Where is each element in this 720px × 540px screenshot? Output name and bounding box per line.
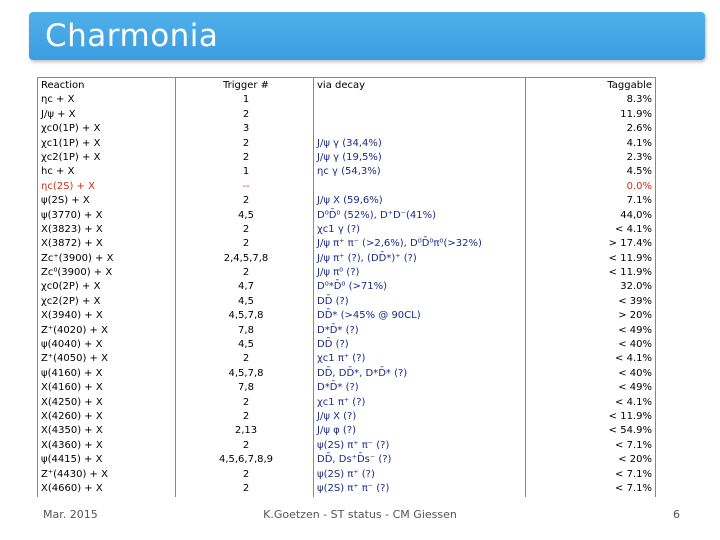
- cell-reaction: X(3823) + X: [41, 223, 103, 235]
- cell-reaction: ηc(2S) + X: [41, 180, 95, 192]
- cell-taggable: > 17.4%: [608, 238, 652, 250]
- cell-taggable: 4.5%: [626, 166, 652, 178]
- cell-trigger: 2: [242, 151, 250, 163]
- table-row: [37, 93, 656, 107]
- header-taggable: Taggable: [607, 80, 652, 91]
- cell-trigger: 2: [242, 482, 250, 494]
- cell-trigger: --: [242, 180, 250, 192]
- cell-reaction: ψ(4160) + X: [41, 367, 103, 379]
- page-number: 6: [673, 508, 680, 521]
- table-row: [37, 266, 656, 280]
- table-row: [37, 424, 656, 438]
- cell-trigger: 4,7: [238, 281, 254, 293]
- table-row: [37, 367, 656, 381]
- table-row: [37, 108, 656, 122]
- cell-decay: ηc γ (54,3%): [317, 166, 381, 178]
- cell-trigger: 2: [242, 267, 250, 279]
- cell-reaction: Z⁺(4020) + X: [41, 324, 108, 336]
- cell-decay: χc1 π⁺ (?): [317, 353, 366, 365]
- table-row: [37, 396, 656, 410]
- cell-taggable: 8.3%: [626, 94, 652, 106]
- cell-trigger: 2: [242, 353, 250, 365]
- slide-title: Charmonia: [45, 18, 219, 54]
- cell-trigger: 2,13: [234, 425, 258, 437]
- table-row: [37, 352, 656, 366]
- cell-decay: D*D̄* (?): [317, 382, 359, 394]
- cell-decay: D*D̄* (?): [317, 324, 359, 336]
- cell-reaction: χc2(1P) + X: [41, 151, 101, 163]
- table-row: [37, 209, 656, 223]
- cell-taggable: 11.9%: [620, 108, 652, 120]
- table-row: [37, 324, 656, 338]
- table-row: [37, 309, 656, 323]
- data-table: [37, 77, 656, 497]
- table-row: [37, 237, 656, 251]
- cell-taggable: 2.6%: [626, 123, 652, 135]
- table-row: [37, 122, 656, 136]
- cell-reaction: X(4160) + X: [41, 382, 103, 394]
- cell-trigger: 2: [242, 137, 250, 149]
- cell-reaction: Zc⁺(3900) + X: [41, 252, 114, 264]
- cell-trigger: 4,5: [238, 209, 254, 221]
- cell-decay: J/ψ π⁺ π⁻ (>2,6%), D⁰D̄⁰π⁰(>32%): [317, 238, 482, 250]
- table-row: [37, 180, 656, 194]
- cell-decay: DD̄, DD̄*, D*D̄* (?): [317, 367, 408, 379]
- cell-trigger: 4,5,6,7,8,9: [218, 454, 274, 466]
- cell-trigger: 2: [242, 108, 250, 120]
- cell-trigger: 4,5,7,8: [228, 367, 264, 379]
- cell-trigger: 1: [242, 94, 250, 106]
- cell-taggable: 32.0%: [620, 281, 652, 293]
- cell-decay: DD̄* (>45% @ 90CL): [317, 310, 421, 322]
- cell-reaction: ψ(2S) + X: [41, 195, 90, 207]
- table-header-row: [37, 79, 656, 93]
- cell-decay: J/ψ X (?): [317, 410, 357, 422]
- cell-taggable: 4.1%: [626, 137, 652, 149]
- cell-taggable: < 4.1%: [615, 353, 652, 365]
- cell-decay: J/ψ γ (34,4%): [317, 137, 382, 149]
- cell-trigger: 2: [242, 410, 250, 422]
- cell-reaction: X(4660) + X: [41, 482, 103, 494]
- cell-decay: J/ψ X (59,6%): [317, 195, 383, 207]
- cell-trigger: 2: [242, 439, 250, 451]
- cell-taggable: 0.0%: [626, 180, 652, 192]
- cell-reaction: X(3872) + X: [41, 238, 103, 250]
- cell-reaction: ψ(3770) + X: [41, 209, 103, 221]
- cell-reaction: χc2(2P) + X: [41, 295, 101, 307]
- cell-taggable: < 39%: [618, 295, 652, 307]
- cell-reaction: X(4350) + X: [41, 425, 103, 437]
- cell-decay: ψ(2S) π⁺ π⁻ (?): [317, 482, 390, 494]
- table-row: [37, 280, 656, 294]
- cell-reaction: Z⁺(4050) + X: [41, 353, 108, 365]
- cell-reaction: J/ψ + X: [41, 108, 76, 120]
- cell-decay: J/ψ π⁺ (?), (DD̄*)⁺ (?): [317, 252, 417, 264]
- table-row: [37, 381, 656, 395]
- cell-reaction: X(4260) + X: [41, 410, 103, 422]
- cell-taggable: < 4.1%: [615, 223, 652, 235]
- cell-trigger: 4,5: [238, 295, 254, 307]
- table-row: [37, 137, 656, 151]
- cell-decay: DD̄, Ds⁺D̄s⁻ (?): [317, 454, 392, 466]
- cell-trigger: 2,4,5,7,8: [223, 252, 269, 264]
- cell-reaction: X(4360) + X: [41, 439, 103, 451]
- header-decay: via decay: [317, 80, 366, 91]
- cell-taggable: < 40%: [618, 339, 652, 351]
- table-row: [37, 468, 656, 482]
- cell-decay: D⁰*D̄⁰ (>71%): [317, 281, 388, 293]
- table-row: [37, 482, 656, 496]
- header-trigger: Trigger #: [222, 80, 270, 91]
- cell-taggable: < 49%: [618, 382, 652, 394]
- cell-trigger: 2: [242, 396, 250, 408]
- title-bar: [29, 12, 705, 60]
- cell-reaction: ηc + X: [41, 94, 75, 106]
- cell-taggable: < 7.1%: [615, 482, 652, 494]
- table-row: [37, 165, 656, 179]
- cell-trigger: 7,8: [238, 382, 254, 394]
- cell-reaction: hc + X: [41, 166, 75, 178]
- cell-taggable: < 7.1%: [615, 439, 652, 451]
- cell-reaction: χc0(1P) + X: [41, 123, 101, 135]
- table-row: [37, 151, 656, 165]
- cell-trigger: 2: [242, 238, 250, 250]
- cell-trigger: 1: [242, 166, 250, 178]
- cell-decay: J/ψ π⁰ (?): [317, 267, 360, 279]
- cell-reaction: X(4250) + X: [41, 396, 103, 408]
- cell-trigger: 3: [242, 123, 250, 135]
- cell-decay: J/ψ φ (?): [317, 425, 356, 437]
- table-row: [37, 194, 656, 208]
- cell-decay: χc1 γ (?): [317, 223, 361, 235]
- table-row: [37, 295, 656, 309]
- cell-taggable: 2.3%: [626, 151, 652, 163]
- cell-taggable: < 11.9%: [608, 267, 652, 279]
- cell-taggable: < 4.1%: [615, 396, 652, 408]
- cell-reaction: χc1(1P) + X: [41, 137, 101, 149]
- cell-taggable: < 40%: [618, 367, 652, 379]
- cell-taggable: < 49%: [618, 324, 652, 336]
- cell-reaction: X(3940) + X: [41, 310, 103, 322]
- table-row: [37, 252, 656, 266]
- table-row: [37, 410, 656, 424]
- table-row: [37, 439, 656, 453]
- cell-taggable: < 20%: [618, 454, 652, 466]
- footer-center: K.Goetzen - ST status - CM Giessen: [263, 508, 457, 521]
- table-top-border: [37, 77, 656, 78]
- cell-reaction: Zc⁰(3900) + X: [41, 267, 113, 279]
- cell-taggable: 7.1%: [626, 195, 652, 207]
- cell-decay: DD̄ (?): [317, 295, 349, 307]
- cell-trigger: 2: [242, 223, 250, 235]
- cell-decay: D⁰D̄⁰ (52%), D⁺D⁻(41%): [317, 209, 436, 221]
- cell-trigger: 4,5: [238, 339, 254, 351]
- cell-taggable: > 20%: [618, 310, 652, 322]
- cell-trigger: 4,5,7,8: [228, 310, 264, 322]
- table-row: [37, 223, 656, 237]
- cell-decay: ψ(2S) π⁺ (?): [317, 468, 375, 480]
- cell-reaction: χc0(2P) + X: [41, 281, 101, 293]
- cell-reaction: ψ(4415) + X: [41, 454, 103, 466]
- cell-taggable: 44,0%: [620, 209, 652, 221]
- footer-date: Mar. 2015: [43, 508, 98, 521]
- table-row: [37, 453, 656, 467]
- header-reaction: Reaction: [41, 80, 85, 91]
- cell-decay: ψ(2S) π⁺ π⁻ (?): [317, 439, 390, 451]
- cell-trigger: 2: [242, 195, 250, 207]
- cell-taggable: < 7.1%: [615, 468, 652, 480]
- table-body: [37, 79, 656, 496]
- cell-trigger: 2: [242, 468, 250, 480]
- cell-taggable: < 54.9%: [608, 425, 652, 437]
- cell-trigger: 7,8: [238, 324, 254, 336]
- cell-taggable: < 11.9%: [608, 252, 652, 264]
- cell-taggable: < 11.9%: [608, 410, 652, 422]
- cell-reaction: Z⁺(4430) + X: [41, 468, 108, 480]
- cell-decay: χc1 π⁺ (?): [317, 396, 366, 408]
- table-row: [37, 338, 656, 352]
- cell-decay: J/ψ γ (19,5%): [317, 151, 382, 163]
- cell-reaction: ψ(4040) + X: [41, 339, 103, 351]
- cell-decay: DD̄ (?): [317, 339, 349, 351]
